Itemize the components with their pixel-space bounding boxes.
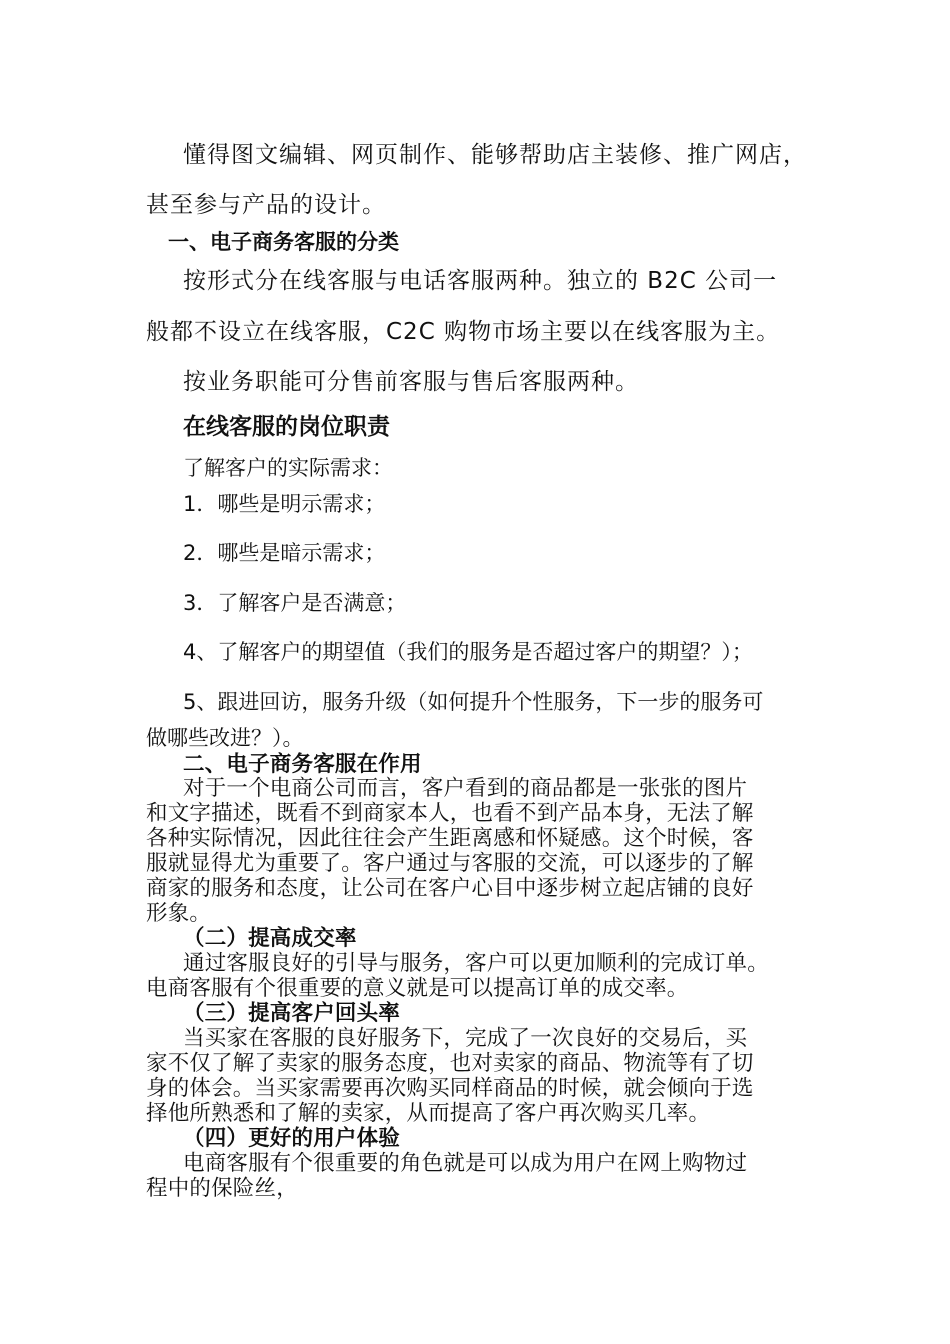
section-2-line-2: 和文字描述，既看不到商家本人，也看不到产品本身，无法了解 [146,801,754,826]
sub-3-line-2: 家不仅了解了卖家的服务态度，也对卖家的商品、物流等有了切 [146,1051,754,1076]
sub-2-heading: （二）提高成交率 [183,926,357,951]
sub-2-line-2: 电商客服有个很重要的意义就是可以提高订单的成交率。 [146,976,689,1001]
duties-heading: 在线客服的岗位职责 [183,414,390,440]
duties-item-1: 1．哪些是明示需求； [183,492,386,516]
duties-item-2: 2．哪些是暗示需求； [183,541,386,565]
duties-lead: 了解客户的实际需求： [183,456,393,480]
sub-4-line-2: 程中的保险丝， [146,1176,298,1201]
duties-item-5-continued: 做哪些改进？）。 [146,726,304,750]
sub-3-line-4: 择他所熟悉和了解的卖家，从而提高了客户再次购买几率。 [146,1101,711,1126]
sub-3-heading: （三）提高客户回头率 [183,1001,401,1026]
section-1-para-1-line-2: 般都不设立在线客服，C2C 购物市场主要以在线客服为主。 [146,319,781,345]
section-2-line-6: 形象。 [146,901,212,926]
section-1-para-1-line-1: 按形式分在线客服与电话客服两种。独立的 B2C 公司一 [183,268,778,294]
duties-item-3: 3．了解客户是否满意； [183,591,407,615]
section-2-line-5: 商家的服务和态度，让公司在客户心目中逐步树立起店铺的良好 [146,876,754,901]
intro-line-1: 懂得图文编辑、网页制作、能够帮助店主装修、推广网店， [183,142,807,168]
section-2-heading: 二、电子商务客服在作用 [183,752,422,777]
section-2-line-3: 各种实际情况，因此往往会产生距离感和怀疑感。这个时候，客 [146,826,754,851]
duties-item-4: 4、了解客户的期望值（我们的服务是否超过客户的期望？）； [183,640,753,664]
sub-2-line-1: 通过客服良好的引导与服务，客户可以更加顺利的完成订单。 [183,951,769,976]
section-2-line-1: 对于一个电商公司而言，客户看到的商品都是一张张的图片 [183,776,748,801]
section-1-para-2: 按业务职能可分售前客服与售后客服两种。 [183,369,639,395]
intro-line-2: 甚至参与产品的设计。 [146,192,386,218]
duties-item-5: 5、跟进回访，服务升级（如何提升个性服务，下一步的服务可 [183,690,764,714]
section-1-heading: 一、电子商务客服的分类 [168,230,399,254]
sub-4-heading: （四）更好的用户体验 [183,1126,401,1151]
sub-3-line-3: 身的体会。当买家需要再次购买同样商品的时候，就会倾向于选 [146,1076,754,1101]
sub-3-line-1: 当买家在客服的良好服务下，完成了一次良好的交易后，买 [183,1026,748,1051]
section-2-line-4: 服就显得尤为重要了。客户通过与客服的交流，可以逐步的了解 [146,851,754,876]
sub-4-line-1: 电商客服有个很重要的角色就是可以成为用户在网上购物过 [183,1151,748,1176]
